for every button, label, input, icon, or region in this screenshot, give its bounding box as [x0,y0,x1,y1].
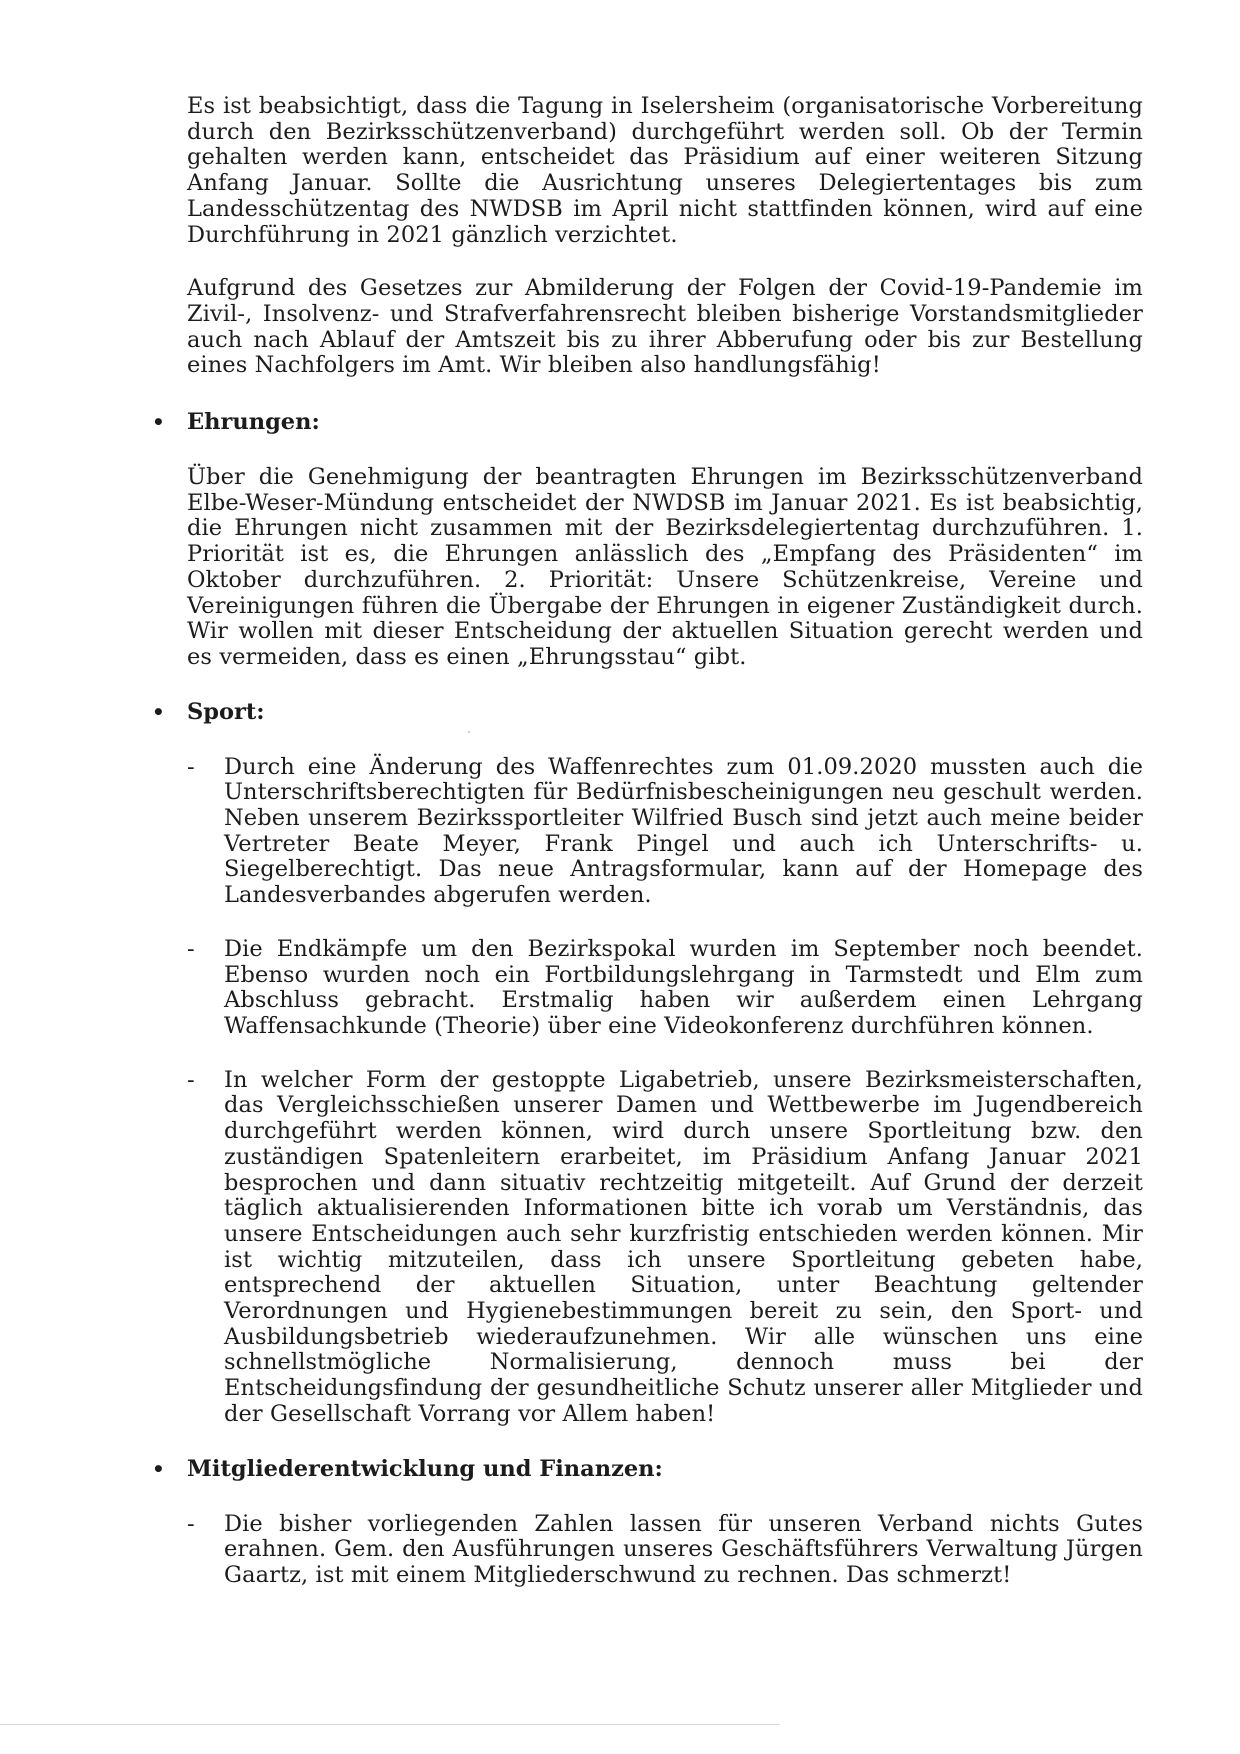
sport-item-text: In welcher Form der gestoppte Ligabetrieb, unsere Bezirksmeisterschaften, das Vergleichsschießen unserer Damen und Wettbewerbe im Jugendbereich durchgeführt werden können, wird durch unsere Sportleitung bzw. den zuständigen Spatenleitern erarbeitet, im Präsidium Anfang Januar 2021 besprochen und dann situativ rechtzeitig mitgeteilt. Auf Grund der derzeit täglich aktualisierenden Informationen bitte ich vorab um Verständnis, das unsere Entscheidungen auch sehr kurzfristig entschieden werden können. Mir ist wichtig mitzuteilen, dass ich unsere Sportleitung gebeten habe, entsprechend der aktuellen Situation, unter Beachtung geltender Verordnungen und Hygienebestimmungen bereit zu sein, den Sport- und Ausbildungsbetrieb wiederaufzunehmen. Wir alle wünschen uns eine schnellstmögliche Normalisierung, dennoch muss bei der Entscheidungsfindung der gesundheitliche Schutz unserer aller Mitglieder und der Gesellschaft Vorrang vor Allem haben! [224,1066,1143,1427]
scan-speck [468,731,470,733]
intro-paragraph-2: Aufgrund des Gesetzes zur Abmilderung der Folgen der Covid-19-Pandemie im Zivil-, Insolvenz- und Strafverfahrensrecht bleiben bisherige Vorstandsmitglieder auch nach Ablauf der Amtszeit bis zu ihrer Abberufung oder bis zur Bestellung eines Nachfolgers im Amt. Wir bleiben also handlungsfähig! [187,275,1143,379]
bullet-icon: • [152,1456,165,1481]
ehrungen-paragraph: Über die Genehmigung der beantragten Ehrungen im Bezirksschützenverband Elbe-Weser-Mündung entscheidet der NWDSB im Januar 2021. Es ist beabsichtig, die Ehrungen nicht zusammen mit der Bezirksdelegiertentag durchzuführen. 1. Priorität ist es, die Ehrungen anlässlich des „Empfang des Präsidenten“ im Oktober durchzuführen. 2. Priorität: Unsere Schützenkreise, Vereine und Vereinigungen führen die Übergabe der Ehrungen in eigener Zuständigkeit durch. Wir wollen mit dieser Entscheidung der aktuellen Situation gerecht werden und es vermeiden, dass es einen „Ehrungsstau“ gibt. [187,464,1143,670]
mitglieder-list-item [187,1512,1143,1589]
section-heading-sport [152,698,1143,725]
bullet-icon: • [152,699,165,724]
page-content [152,93,1143,1617]
sport-list-item [187,1068,1143,1428]
section-title: Mitgliederentwicklung und Finanzen: [187,1455,663,1482]
sport-list-item [187,937,1143,1040]
intro-paragraph-1: Es ist beabsichtigt, dass die Tagung in Iselersheim (organisatorische Vorbereitung durch den Bezirksschützenverband) durchgeführt werden soll. Ob der Termin gehalten werden kann, entscheidet das Präsidium auf einer weiteren Sitzung Anfang Januar. Sollte die Ausrichtung unseres Delegiertentages bis zum Landesschützentag des NWDSB im April nicht stattfinden können, wird auf eine Durchführung in 2021 gänzlich verzichtet. [187,93,1143,248]
section-heading-ehrungen [152,409,1143,436]
mitglieder-item-text: Die bisher vorliegenden Zahlen lassen für unseren Verband nichts Gutes erahnen. Gem. den Ausführungen unseres Geschäftsführers Verwaltung Jürgen Gaartz, ist mit einem Mitgliederschwund zu rechnen. Das schmerzt! [224,1510,1143,1588]
section-heading-mitglieder [152,1455,1143,1482]
dash-icon: - [187,1066,195,1093]
section-title: Ehrungen: [187,409,320,436]
section-title: Sport: [187,698,265,725]
sport-item-text: Die Endkämpfe um den Bezirkspokal wurden im September noch beendet. Ebenso wurden noch ein Fortbildungslehrgang in Tarmstedt und Elm zum Abschluss gebracht. Erstmalig haben wir außerdem einen Lehrgang Waffensachkunde (Theorie) über eine Videokonferenz durchführen können. [224,935,1143,1039]
sport-item-text: Durch eine Änderung des Waffenrechtes zum 01.09.2020 mussten auch die Unterschriftsberechtigten für Bedürfnisbescheinigungen neu geschult werden. Neben unserem Bezirkssportleiter Wilfried Busch sind jetzt auch meine beider Vertreter Beate Meyer, Frank Pingel und auch ich Unterschrifts- u. Siegelberechtigt. Das neue Antragsformular, kann auf der Homepage des Landesverbandes abgerufen werden. [224,753,1143,909]
dash-icon: - [187,935,195,962]
bullet-icon: • [152,410,165,435]
dash-icon: - [187,1510,195,1537]
sport-list-item [187,755,1143,909]
dash-icon: - [187,753,195,780]
footer-rule [0,1724,780,1725]
